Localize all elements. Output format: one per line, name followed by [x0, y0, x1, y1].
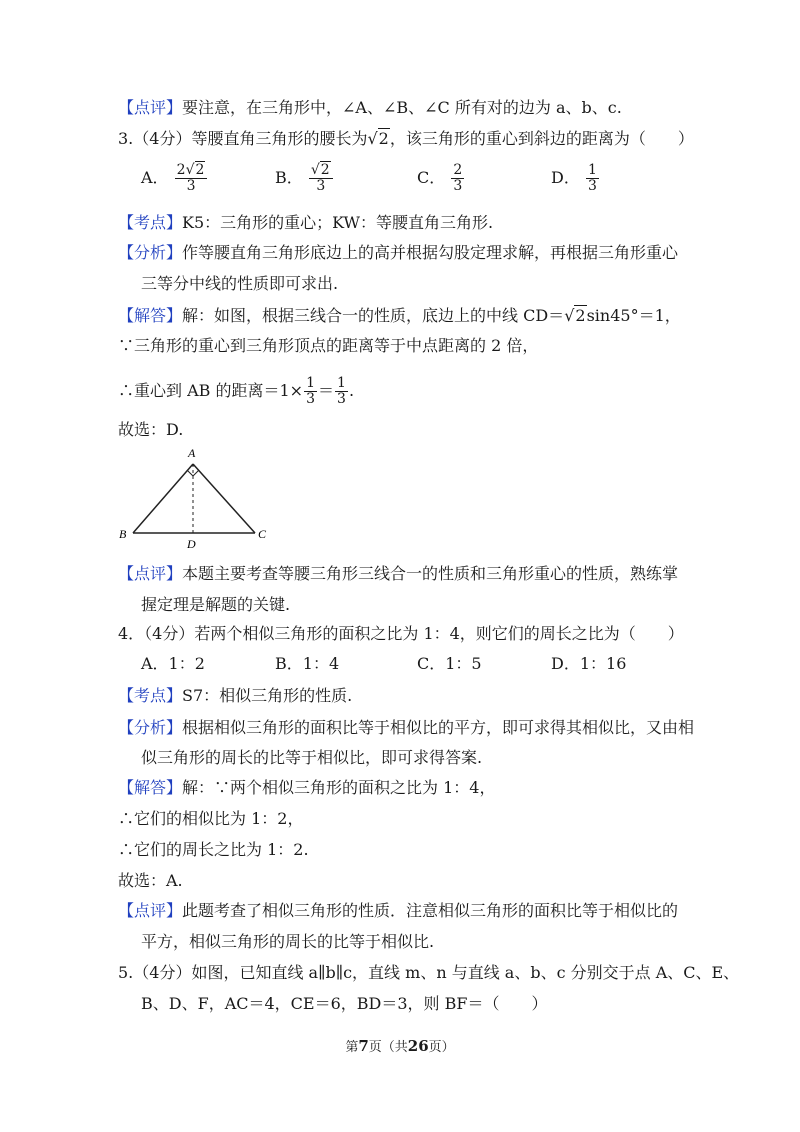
- review-text: 要注意，在三角形中，∠A、∠B、∠C 所有对的边为 a、b、c.: [182, 98, 622, 117]
- fraction-num: 1: [587, 162, 597, 178]
- fraction-den: 3: [453, 178, 463, 194]
- dianping-tag: 【点评】: [118, 901, 183, 920]
- q4-option-a: A．1：2: [141, 654, 205, 673]
- q3-option-c: [417, 163, 465, 194]
- option-label: C．: [417, 168, 446, 187]
- triangle-figure: [115, 446, 285, 550]
- q4-step2: ∴它们的周长之比为 1：2.: [118, 840, 309, 859]
- footer-pre: 第: [345, 1040, 359, 1055]
- q2-review: [118, 97, 622, 119]
- q3-stem-pre: 3.（4分）等腰直角三角形的腰长为: [118, 129, 368, 148]
- q3-jieda: [118, 305, 681, 327]
- q5-line2: B、D、F，AC＝4，CE＝6，BD＝3，则 BF＝（ ）: [141, 994, 548, 1013]
- fraction-radicand: 2: [195, 162, 205, 178]
- q4-jieda: [118, 777, 495, 799]
- footer-post: 页）: [428, 1040, 455, 1055]
- fraction-num: 1: [306, 375, 315, 391]
- q3-fenxi-line2: 三等分中线的性质即可求出.: [141, 274, 339, 293]
- kaodian-tag: 【考点】: [118, 686, 183, 705]
- side-ab: [133, 464, 193, 533]
- q3-stem-post: ，该三角形的重心到斜边的距离为（ ）: [389, 129, 694, 148]
- q4-choose: 故选：A.: [118, 871, 183, 890]
- fraction-den: 3: [186, 178, 196, 194]
- fraction-den: 3: [306, 391, 315, 407]
- q4-step1: ∴它们的相似比为 1：2，: [118, 809, 304, 828]
- jieda-text-pre: 解：如图，根据三线合一的性质，底边上的中线 CD＝: [182, 306, 565, 325]
- q3-option-b: [275, 163, 334, 194]
- q3-dianping-line2: 握定理是解题的关键.: [141, 595, 291, 614]
- kaodian-text: S7：相似三角形的性质.: [182, 686, 353, 705]
- option-fraction: [451, 163, 464, 194]
- q3-option-d: [551, 163, 600, 194]
- option-label: D．: [551, 168, 580, 187]
- kaodian-text: K5：三角形的重心；KW：等腰直角三角形.: [182, 213, 494, 232]
- q3-because: ∵三角形的重心到三角形顶点的距离等于中点距离的 2 倍，: [118, 336, 539, 355]
- therefore-pre: ∴重心到 AB 的距离＝1×: [118, 381, 304, 400]
- jieda-text-post: sin45°＝1，: [586, 306, 681, 325]
- label-c: C: [258, 527, 267, 541]
- jieda-radicand: 2: [575, 306, 586, 325]
- q5-line1: 5.（4分）如图，已知直线 a∥b∥c，直线 m、n 与直线 a、b、c 分别交于点 A、C、E、: [118, 963, 740, 982]
- fraction-num: 1: [337, 375, 346, 391]
- q4-option-c: C．1：5: [417, 654, 482, 673]
- footer-total-pages: 26: [407, 1037, 429, 1055]
- fraction-den: 3: [337, 391, 346, 407]
- jieda-sqrt: √2: [564, 306, 586, 325]
- q4-kaodian: [118, 685, 352, 707]
- fenxi-tag: 【分析】: [118, 243, 183, 262]
- jieda-tag: 【解答】: [118, 306, 183, 325]
- q3-stem: [118, 128, 694, 150]
- footer-mid: 页（共: [368, 1040, 408, 1055]
- therefore-period: .: [348, 381, 355, 400]
- option-label: A．: [141, 168, 169, 187]
- fraction-den: 3: [316, 178, 326, 194]
- q3-therefore: [118, 374, 354, 408]
- q4-stem: 4．（4分）若两个相似三角形的面积之比为 1：4，则它们的周长之比为（ ）: [118, 624, 684, 643]
- q4-dianping: [118, 900, 678, 922]
- q4-dianping-line2: 平方，相似三角形的周长的比等于相似比.: [141, 932, 435, 951]
- label-d: D: [187, 537, 196, 550]
- q3-option-a: [141, 163, 208, 194]
- therefore-fraction-1: [304, 376, 317, 407]
- option-label: B．: [275, 168, 303, 187]
- fenxi-tag: 【分析】: [118, 718, 183, 737]
- fraction-den: 3: [587, 178, 597, 194]
- option-fraction: $\frac{2√2}{3}$: [175, 163, 208, 194]
- page-footer: [0, 1037, 800, 1057]
- label-a: A: [188, 446, 196, 460]
- review-tag: 【点评】: [118, 98, 183, 117]
- q3-choose: 故选：D.: [118, 420, 184, 439]
- fraction-coef: 2: [176, 162, 186, 178]
- jieda-tag: 【解答】: [118, 778, 183, 797]
- fraction-radicand: 2: [320, 162, 330, 178]
- fraction-num: 2: [453, 162, 463, 178]
- label-b: B: [119, 527, 127, 541]
- side-ac: [193, 464, 255, 533]
- therefore-equals: ＝: [318, 381, 335, 400]
- therefore-fraction-2: [335, 376, 348, 407]
- q4-option-d: D．1：16: [551, 654, 627, 673]
- footer-page-number: 7: [358, 1037, 369, 1055]
- option-fraction: [586, 163, 599, 194]
- dianping-line1: 本题主要考查等腰三角形三线合一的性质和三角形重心的性质，熟练掌: [182, 564, 679, 583]
- q4-fenxi-line2: 似三角形的周长的比等于相似比，即可求得答案.: [141, 748, 483, 767]
- q3-stem-sqrt: √2: [367, 129, 389, 148]
- q4-option-b: B．1：4: [275, 654, 340, 673]
- option-fraction: $\frac{√2}{3}$: [309, 163, 333, 194]
- q3-fenxi: [118, 242, 678, 264]
- dianping-tag: 【点评】: [118, 564, 183, 583]
- fenxi-line1: 作等腰直角三角形底边上的高并根据勾股定理求解，再根据三角形重心: [182, 243, 679, 262]
- fenxi-line1: 根据相似三角形的面积比等于相似比的平方，即可求得其相似比，又由相: [182, 718, 695, 737]
- kaodian-tag: 【考点】: [118, 213, 183, 232]
- q4-fenxi: [118, 717, 694, 739]
- jieda-text: 解：∵两个相似三角形的面积之比为 1：4，: [182, 778, 496, 797]
- q3-kaodian: [118, 212, 493, 234]
- q3-dianping: [118, 563, 678, 585]
- q3-stem-radicand: 2: [378, 129, 389, 148]
- dianping-line1: 此题考查了相似三角形的性质．注意相似三角形的面积比等于相似比的: [182, 901, 679, 920]
